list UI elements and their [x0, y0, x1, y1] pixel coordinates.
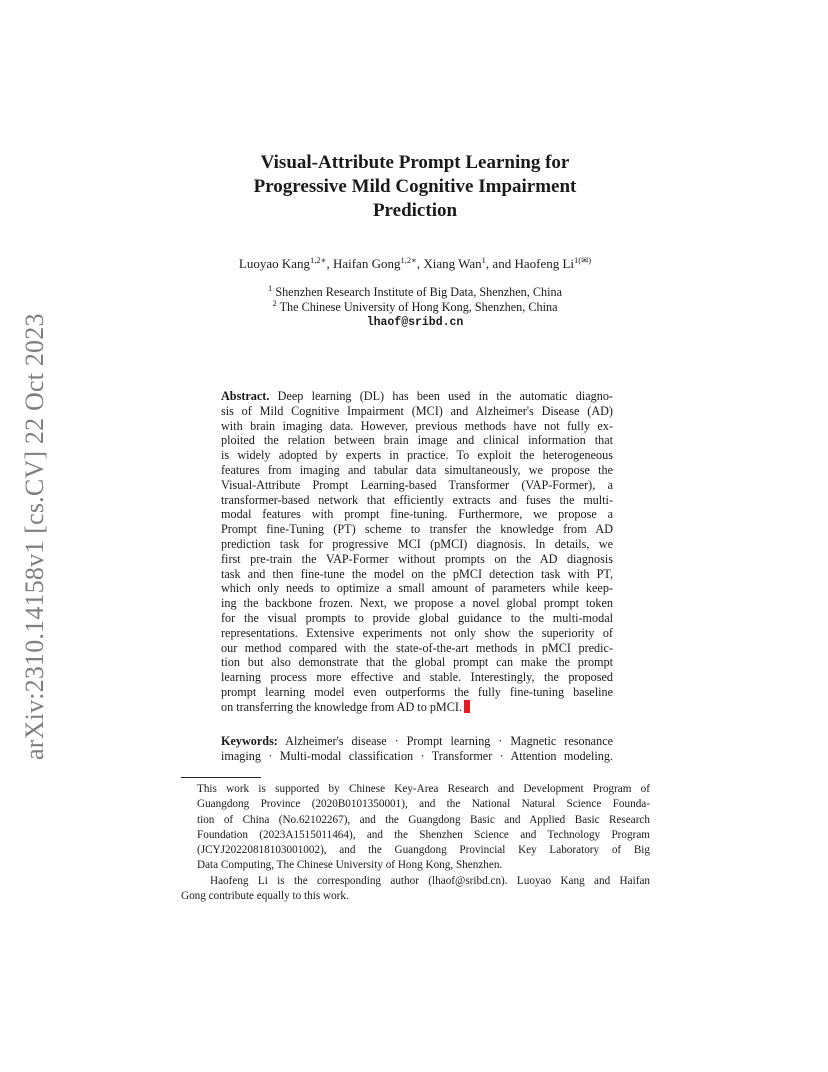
keywords-line: Keywords: Alzheimer's disease · Prompt learning · Magnetic resonance: [221, 734, 614, 748]
title-line: Progressive Mild Cognitive Impairment: [253, 176, 577, 197]
abstract-line: with brain imaging data. However, previous methods have not fully ex-: [221, 418, 613, 433]
abstract-line: ploited the relation between brain image and clinical information that: [221, 433, 613, 448]
footnote-line: Data Computing, The Chinese University of Hong Kong, Shenzhen.: [197, 859, 503, 872]
abstract: [221, 389, 613, 715]
abstract-line: learning process more effective and stable. Interestingly, the proposed: [221, 670, 613, 685]
author-affiliation-mark: 1,2∗: [400, 255, 417, 265]
abstract-line: sis of Mild Cognitive Impairment (MCI) and Alzheimer's Disease (AD): [221, 403, 613, 418]
affiliations: [180, 285, 650, 330]
affiliation-number: 1: [268, 283, 273, 293]
author-name: Luoyao Kang: [238, 256, 311, 271]
footnote-line: (JCYJ20220818103001002), and the Guangdong Provincial Key Laboratory of Big: [197, 844, 650, 857]
abstract-line: our method compared with the state-of-the-art methods in pMCI predic-: [221, 640, 613, 655]
abstract-line: for the visual prompts to provide global guidance to the multi-modal: [221, 610, 613, 625]
abstract-line: first pre-train the VAP-Former without prompts on the AD diagnosis: [221, 551, 613, 566]
abstract-line: is widely adopted by experts in practice. To exploit the heterogeneous: [221, 448, 613, 463]
author-name: Haifan Gong: [332, 256, 401, 271]
abstract-line: tion but also demonstrate that the global prompt can make the prompt: [221, 655, 613, 670]
paper-title: [180, 151, 650, 223]
author-name: Xiang Wan: [423, 256, 482, 271]
footnote: [181, 782, 650, 904]
footnote-line: Gong contribute equally to this work.: [181, 890, 349, 903]
arxiv-identifier: arXiv:2310.14158v1 [cs.CV] 22 Oct 2023: [20, 313, 49, 760]
title-line: Prediction: [372, 200, 458, 221]
abstract-line: Prompt fine-Tuning (PT) scheme to transfer the knowledge from AD: [221, 522, 613, 537]
abstract-line: features from imaging and tabular data simultaneously, we propose the: [221, 462, 613, 477]
footnote-line: Foundation (2023A1515011464), and the Shenzhen Science and Technology Program: [197, 828, 650, 841]
affiliation-number: 2: [272, 298, 277, 308]
author-affiliation-mark: 1,2∗: [310, 255, 327, 265]
author-separator: ,: [326, 256, 333, 271]
keywords: [221, 734, 613, 764]
abstract-line: Abstract. Deep learning (DL) has been used in the automatic diagno-: [221, 389, 613, 403]
keywords-line: imaging · Multi-modal classification · Transformer · Attention modeling.: [221, 749, 613, 763]
footnote-divider: [181, 777, 261, 778]
abstract-line: which only needs to optimize a small amount of parameters while keep-: [221, 581, 613, 596]
abstract-line: task and then fine-tune the model on the pMCI detection task with PT,: [221, 566, 613, 581]
title-line: Visual-Attribute Prompt Learning for: [260, 152, 570, 173]
author-separator: , and: [485, 256, 515, 271]
red-marker-icon: [464, 700, 470, 713]
author-separator: ,: [416, 256, 424, 271]
author-name: Haofeng Li: [514, 256, 575, 271]
abstract-line: ing the backbone frozen. Next, we propose a novel global prompt token: [221, 596, 613, 611]
abstract-line: prompt learning model even outperforms the fully fine-tuning baseline: [221, 684, 613, 699]
footnote-line: tion of China (No.62102267), and the Guangdong Basic and Applied Basic Research: [197, 813, 650, 826]
contact-email: lhaof@sribd.cn: [366, 316, 464, 329]
affiliation: [180, 285, 650, 300]
abstract-line: transformer-based network that efficiently extracts and fuses the multi-: [221, 492, 613, 507]
footnote-line: Guangdong Province (2020B0101350001), and the National Natural Science Founda-: [197, 798, 650, 811]
footnote-line: This work is supported by Chinese Key-Area Research and Development Program of: [197, 783, 650, 795]
affiliation-text: Shenzhen Research Institute of Big Data, Shenzhen, China: [275, 285, 562, 299]
footnote-line: Haofeng Li is the corresponding author (lhaof@sribd.cn). Luoyao Kang and Haifan: [210, 874, 650, 887]
abstract-line: on transferring the knowledge from AD to pMCI.: [221, 700, 613, 715]
abstract-line: prediction task for progressive MCI (pMCI) diagnosis. In details, we: [221, 536, 613, 551]
abstract-label: Abstract.: [221, 389, 270, 403]
abstract-line: Visual-Attribute Prompt Learning-based Transformer (VAP-Former), a: [221, 477, 613, 492]
affiliation: [180, 300, 650, 315]
affiliation-text: The Chinese University of Hong Kong, Shenzhen, China: [279, 300, 558, 314]
author-affiliation-mark: 1(✉): [574, 255, 592, 265]
abstract-line: representations. Extensive experiments not only show the superiority of: [221, 625, 613, 640]
author-list: [180, 256, 650, 272]
author-affiliation-mark: 1: [481, 255, 486, 265]
keywords-label: Keywords:: [221, 734, 278, 748]
abstract-line: modal features with prompt fine-tuning. Furthermore, we propose a: [221, 507, 613, 522]
